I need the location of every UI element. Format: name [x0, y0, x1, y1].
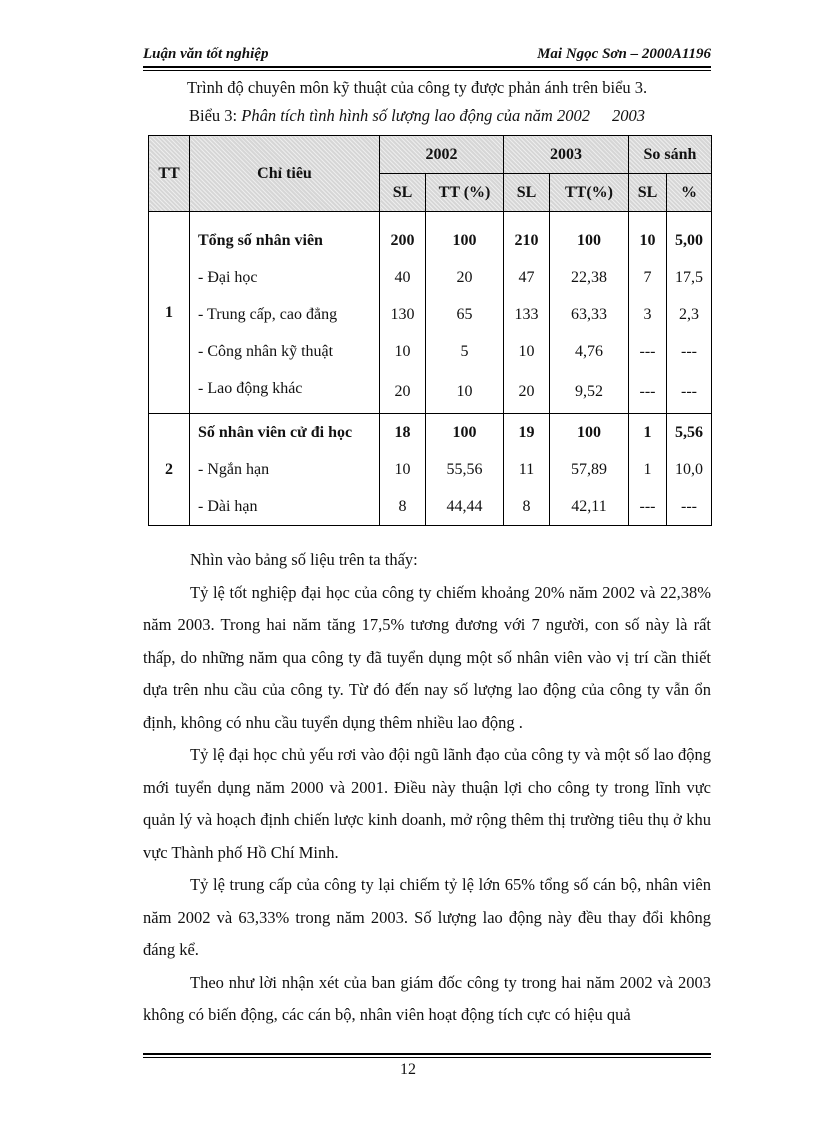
cell-ss-pct: 5,00 — [667, 212, 712, 260]
cell-sl-2003: 20 — [504, 370, 550, 414]
table-row — [149, 451, 712, 488]
cell-sl-2003: 11 — [504, 451, 550, 488]
cell-sl-2002: 10 — [380, 333, 426, 370]
table-row — [149, 259, 712, 296]
paragraph-4: Theo như lời nhận xét của ban giám đốc công ty trong hai năm 2002 và 2003 không có biến động, các cán bộ, nhân viên hoạt động tích cực có hiệu quả — [143, 972, 711, 1024]
cell-ss-sl: --- — [629, 333, 667, 370]
cell-ss-sl: 1 — [629, 451, 667, 488]
summary-line: Nhìn vào bảng số liệu trên ta thấy: — [190, 550, 418, 569]
cell-tt-2003: 4,76 — [550, 333, 629, 370]
cell-tt-2003: 22,38 — [550, 259, 629, 296]
cell-sl-2003: 19 — [504, 414, 550, 452]
cell-tt-2002: 100 — [426, 414, 504, 452]
header-pct-compare: % — [667, 174, 712, 212]
row-label: - Đại học — [190, 259, 380, 296]
row-label: Số nhân viên cử đi học — [190, 414, 380, 452]
cell-tt-2003: 100 — [550, 414, 629, 452]
cell-ss-pct: --- — [667, 370, 712, 414]
cell-ss-sl: --- — [629, 370, 667, 414]
header-chi-tieu: Chỉ tiêu — [190, 136, 380, 212]
cell-tt-2002: 100 — [426, 212, 504, 260]
page-header — [143, 44, 711, 66]
intro-text: Trình độ chuyên môn kỹ thuật của công ty được phản ánh trên biểu 3. — [187, 78, 648, 97]
cell-sl-2003: 47 — [504, 259, 550, 296]
cell-ss-sl: 3 — [629, 296, 667, 333]
cell-tt-2002: 44,44 — [426, 488, 504, 526]
table-row — [149, 296, 712, 333]
group-number: 2 — [149, 414, 190, 526]
header-sl-compare: SL — [629, 174, 667, 212]
cell-ss-pct: 10,0 — [667, 451, 712, 488]
cell-ss-pct: 5,56 — [667, 414, 712, 452]
cell-tt-2003: 100 — [550, 212, 629, 260]
cell-tt-2003: 63,33 — [550, 296, 629, 333]
paragraph-3: Tỷ lệ trung cấp của công ty lại chiếm tỷ lệ lớn 65% tổng số cán bộ, nhân viên năm 2002 và 63,33% trong năm 2003. Số lượng lao động này đều thay đổi không đáng kể. — [143, 875, 711, 959]
page-number: 12 — [400, 1061, 416, 1078]
cell-sl-2003: 210 — [504, 212, 550, 260]
labor-table — [148, 135, 712, 526]
caption-suffix: 2003 — [611, 106, 645, 125]
header-2002: 2002 — [380, 136, 504, 174]
cell-tt-2003: 9,52 — [550, 370, 629, 414]
row-label: - Dài hạn — [190, 488, 380, 526]
cell-sl-2002: 130 — [380, 296, 426, 333]
row-label: - Ngắn hạn — [190, 451, 380, 488]
caption-title: Phân tích tình hình số lượng lao động của năm 2002 — [241, 106, 590, 125]
cell-ss-pct: 2,3 — [667, 296, 712, 333]
row-label: Tổng số nhân viên — [190, 212, 380, 260]
cell-sl-2002: 18 — [380, 414, 426, 452]
header-sl-2003: SL — [504, 174, 550, 212]
cell-ss-sl: --- — [629, 488, 667, 526]
cell-ss-pct: 17,5 — [667, 259, 712, 296]
cell-tt-2002: 20 — [426, 259, 504, 296]
cell-sl-2002: 8 — [380, 488, 426, 526]
header-2003: 2003 — [504, 136, 629, 174]
cell-tt-2002: 55,56 — [426, 451, 504, 488]
header-tt-pct-2003: TT(%) — [550, 174, 629, 212]
cell-ss-sl: 10 — [629, 212, 667, 260]
header-rule — [143, 66, 711, 68]
footer-rule-thin — [143, 1057, 711, 1058]
row-label: - Công nhân kỹ thuật — [190, 333, 380, 370]
cell-sl-2002: 200 — [380, 212, 426, 260]
group-number: 1 — [149, 212, 190, 414]
header-rule-thin — [143, 70, 711, 71]
row-label: - Lao động khác — [190, 370, 380, 414]
header-tt: TT — [149, 136, 190, 212]
cell-sl-2002: 40 — [380, 259, 426, 296]
cell-sl-2003: 8 — [504, 488, 550, 526]
cell-tt-2003: 42,11 — [550, 488, 629, 526]
table-row — [149, 414, 712, 452]
cell-ss-sl: 1 — [629, 414, 667, 452]
table-row — [149, 488, 712, 526]
paragraph-2: Tỷ lệ đại học chủ yếu rơi vào đội ngũ lãnh đạo của công ty và một số lao động mới tuyển dụng năm 2000 và 2001. Điều này thuận lợi cho công ty trong lĩnh vực quản lý và hoạch định chiến lược kinh doanh, mở rộng thêm thị trường tiêu thụ ở khu vực Thành phố Hồ Chí Minh. — [143, 745, 711, 862]
cell-tt-2003: 57,89 — [550, 451, 629, 488]
cell-tt-2002: 10 — [426, 370, 504, 414]
cell-sl-2002: 20 — [380, 370, 426, 414]
table-caption — [189, 106, 645, 126]
header-author: Mai Ngọc Sơn – 2000A1196 — [537, 46, 711, 62]
cell-sl-2002: 10 — [380, 451, 426, 488]
paragraph-1: Tỷ lệ tốt nghiệp đại học của công ty chiếm khoảng 20% năm 2002 và 22,38% năm 2003. Trong hai năm tăng 17,5% tương đương với 7 người, con số này là rất thấp, do những năm qua công ty đã tuyển dụng một số nhân viên vào vị trí cần thiết dựa trên nhu cầu của công ty. Từ đó đến nay số lượng lao động của công ty vẫn ổn định, không có nhu cầu tuyển dụng thêm nhiều lao động . — [143, 582, 711, 732]
header-thesis-label: Luận văn tốt nghiệp — [143, 46, 269, 62]
body-text — [143, 544, 711, 1032]
cell-sl-2003: 133 — [504, 296, 550, 333]
table-row — [149, 333, 712, 370]
header-tt-pct-2002: TT (%) — [426, 174, 504, 212]
cell-tt-2002: 5 — [426, 333, 504, 370]
header-sl-2002: SL — [380, 174, 426, 212]
cell-ss-sl: 7 — [629, 259, 667, 296]
row-label: - Trung cấp, cao đẳng — [190, 296, 380, 333]
cell-ss-pct: --- — [667, 488, 712, 526]
header-so-sanh: So sánh — [629, 136, 712, 174]
cell-ss-pct: --- — [667, 333, 712, 370]
cell-sl-2003: 10 — [504, 333, 550, 370]
cell-tt-2002: 65 — [426, 296, 504, 333]
footer-rule — [143, 1053, 711, 1055]
table-row — [149, 212, 712, 260]
caption-prefix: Biểu 3: — [189, 106, 242, 125]
table-row — [149, 370, 712, 414]
